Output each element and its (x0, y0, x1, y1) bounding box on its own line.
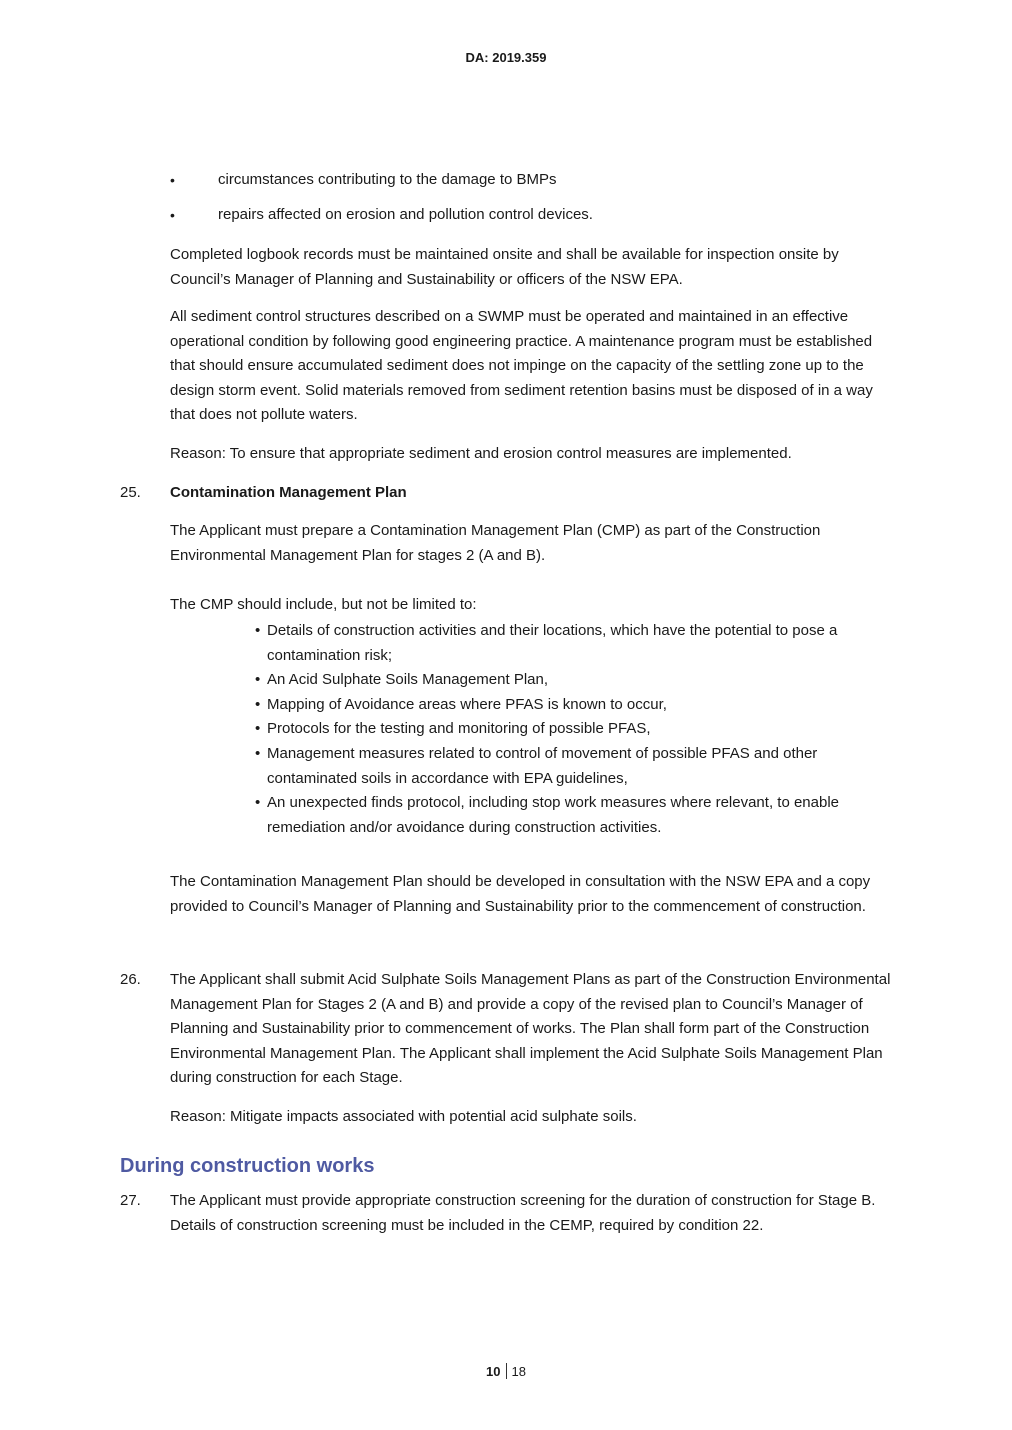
sediment-paragraph: All sediment control structures described on a SWMP must be operated and maintained in an effective operational condition by following good engineering practice. A maintenance program must be established that should ensure accumulated sediment does not impinge on the capacity of the settling zone up to the design storm event. Solid materials removed from sediment retention basins must be disposed of in a way that does not pollute waters. (170, 308, 873, 424)
current-page-number: 10 (486, 1364, 501, 1379)
bullet-icon: • (255, 671, 261, 689)
bullet-icon: • (255, 720, 261, 738)
list-item: • Details of construction activities and their locations, which have the potential to pose a contamination risk; (255, 619, 895, 668)
list-item: • An Acid Sulphate Soils Management Plan, (255, 668, 895, 693)
list-item (170, 168, 892, 193)
condition-number: 26. (120, 971, 141, 988)
list-item: • An unexpected finds protocol, including stop work measures where relevant, to enable remediation and/or avoidance during construction activities. (255, 791, 895, 840)
condition-title: Contamination Management Plan (170, 484, 407, 501)
list-item-text: repairs affected on erosion and pollution control devices. (218, 206, 593, 223)
logbook-paragraph: Completed logbook records must be maintained onsite and shall be available for inspection onsite by Council’s Manager of Planning and Sustainability or officers of the NSW EPA. (170, 246, 839, 288)
condition-27-paragraph: The Applicant must provide appropriate construction screening for the duration of construction for Stage B. Details of construction screening must be included in the CEMP, required by condition 22. (170, 1192, 876, 1234)
section-heading: During construction works (120, 1155, 375, 1177)
bullet-icon: • (255, 695, 261, 713)
list-item: • Mapping of Avoidance areas where PFAS is known to occur, (255, 693, 895, 718)
cmp-intro-paragraph: The Applicant must prepare a Contamination Management Plan (CMP) as part of the Construction Environmental Management Plan for stages 2 (A and B). (170, 522, 821, 564)
page-footer (0, 1362, 1012, 1382)
bullet-icon: • (255, 744, 261, 762)
list-item: • Protocols for the testing and monitoring of possible PFAS, (255, 717, 895, 742)
cmp-list-intro: The CMP should include, but not be limited to: (170, 596, 477, 613)
cmp-closing-paragraph: The Contamination Management Plan should be developed in consultation with the NSW EPA and a copy provided to Council’s Manager of Planning and Sustainability prior to the commencement of construction. (170, 873, 871, 915)
condition-number: 25. (120, 484, 141, 501)
list-item (170, 203, 892, 228)
cmp-requirements-list (255, 619, 895, 840)
list-item-text: circumstances contributing to the damage to BMPs (218, 171, 557, 188)
total-pages: 18 (511, 1364, 526, 1379)
reason-paragraph: Reason: To ensure that appropriate sediment and erosion control measures are implemented. (170, 445, 792, 462)
condition-26-paragraph: The Applicant shall submit Acid Sulphate Soils Management Plans as part of the Construction Environmental Management Plan for Stages 2 (A and B) and provide a copy of the revised plan to Council’s Manager of Planning and Sustainability prior to commencement of works. The Plan shall form part of the Construction Environmental Management Plan. The Applicant shall implement the Acid Sulphate Soils Management Plan during construction for each Stage. (170, 971, 891, 1087)
document-reference: DA: 2019.359 (465, 50, 547, 65)
bullet-icon: • (170, 172, 175, 188)
bullet-icon: • (170, 207, 175, 223)
bullet-icon: • (255, 622, 261, 639)
condition-number: 27. (120, 1192, 141, 1209)
list-item: • Management measures related to control of movement of possible PFAS and other contaminated soils in accordance with EPA guidelines, (255, 742, 895, 791)
bullet-icon: • (255, 794, 261, 812)
page-separator (506, 1363, 507, 1379)
reason-paragraph: Reason: Mitigate impacts associated with potential acid sulphate soils. (170, 1108, 637, 1125)
